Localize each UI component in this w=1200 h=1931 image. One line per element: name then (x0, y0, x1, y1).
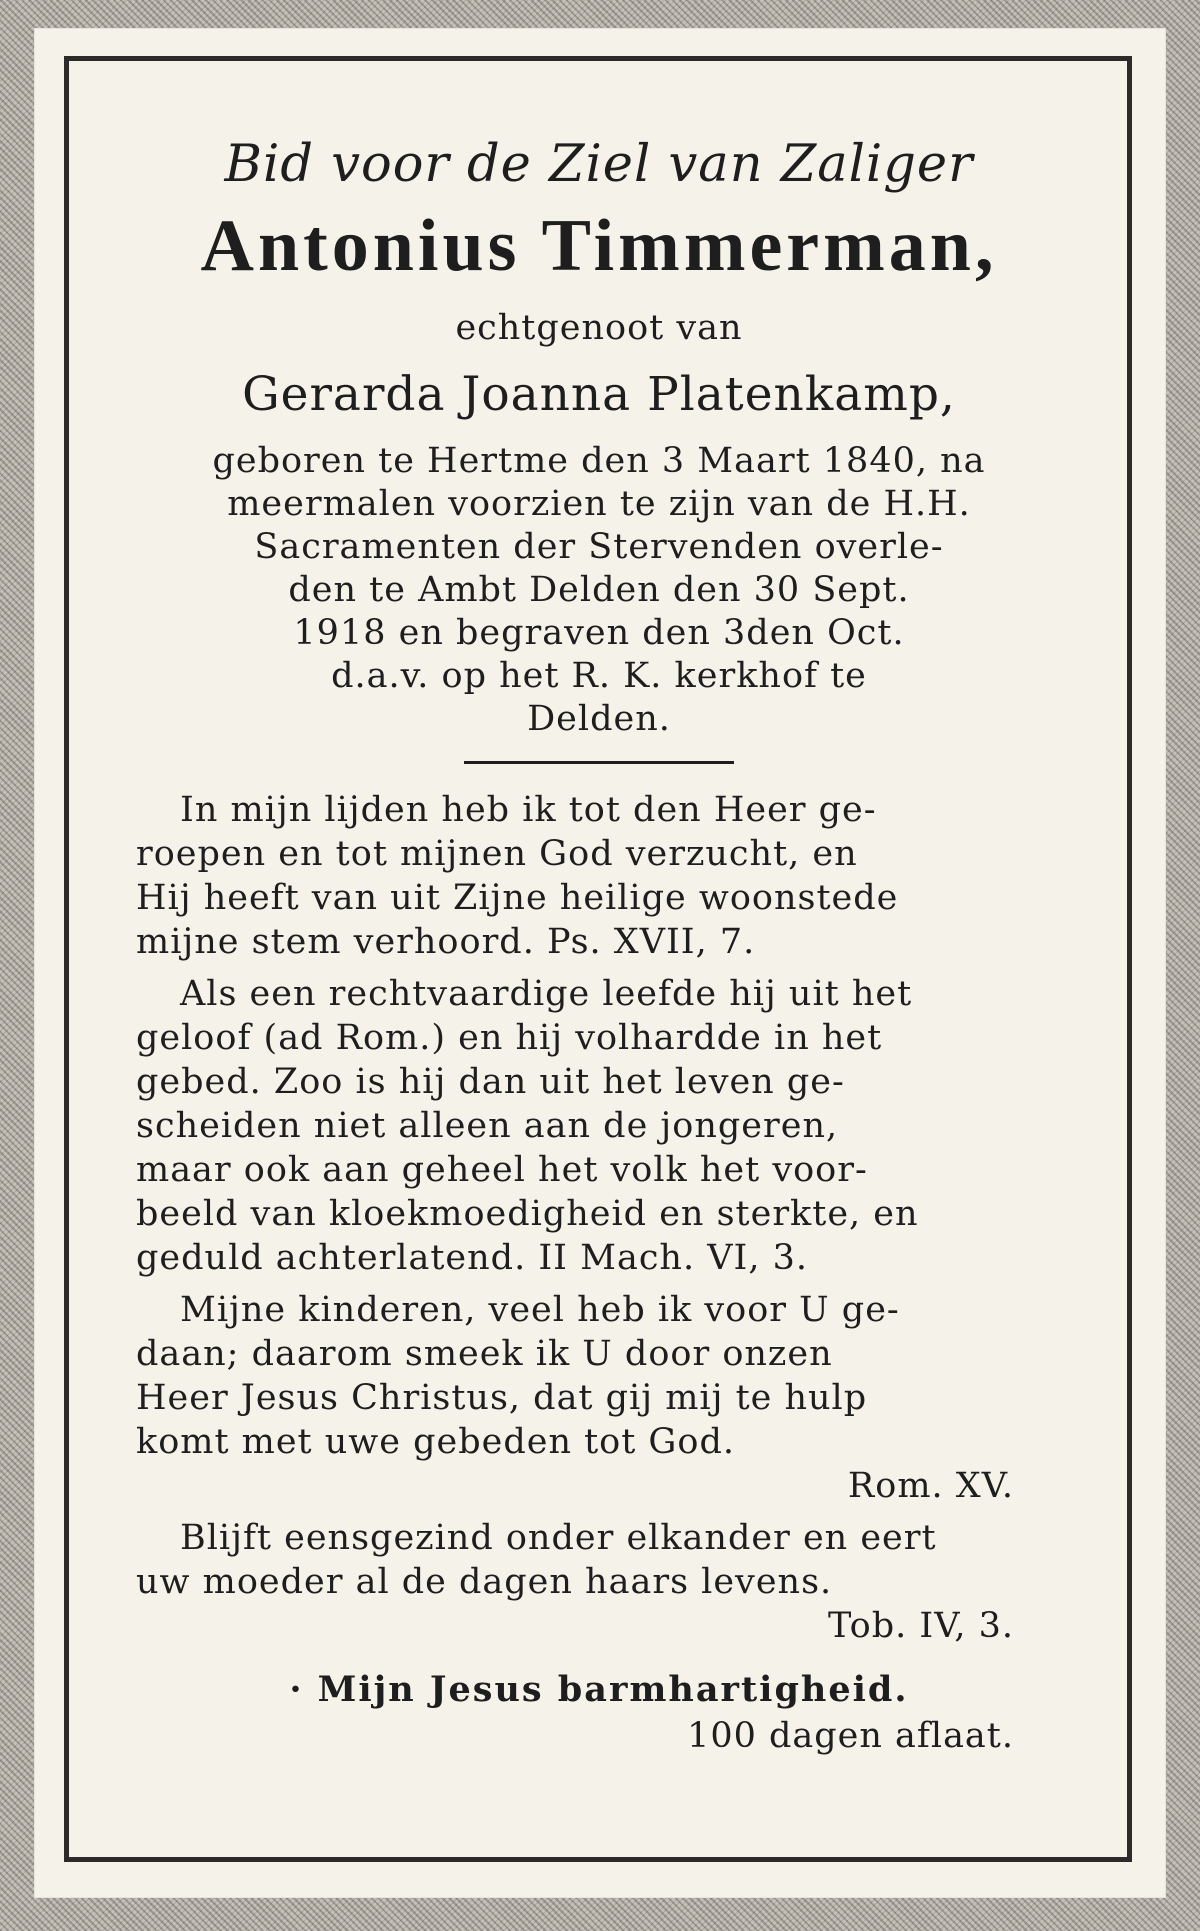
indulgence-note: 100 dagen aflaat. (687, 1716, 1014, 1756)
scripture-line: geloof (ad Rom.) en hij volhardde in het (136, 1018, 883, 1058)
scripture-line: roepen en tot mijnen God verzucht, en (136, 834, 858, 874)
scripture-passages (136, 788, 1062, 1648)
bullet-dot: · (289, 1669, 304, 1710)
scripture-line: scheiden niet alleen aan de jongeren, (136, 1106, 839, 1146)
scripture-line: Hij heeft van uit Zijne heilige woonstede (136, 878, 899, 918)
deceased-name: Antonius Timmerman, (200, 205, 998, 287)
biography-line: Delden. (527, 699, 671, 739)
scripture-line: Blijft eensgezind onder elkander en eert (180, 1518, 937, 1558)
scripture-citation: Rom. XV. (847, 1466, 1014, 1506)
invocation-heading: Bid voor de Ziel van Zaliger (224, 135, 974, 194)
scripture-line: mijne stem verhoord. Ps. XVII, 7. (136, 922, 756, 962)
prayer-text: Mijn Jesus barmhartigheid. (317, 1669, 909, 1710)
memorial-card (34, 28, 1166, 1898)
scripture-line: komt met uwe gebeden tot God. (136, 1422, 735, 1462)
scripture-line: uw moeder al de dagen haars levens. (136, 1562, 833, 1602)
biography-line: den te Ambt Delden den 30 Sept. (288, 570, 910, 610)
scripture-line: gebed. Zoo is hij dan uit het leven ge- (136, 1062, 845, 1102)
biography-line: 1918 en begraven den 3den Oct. (293, 613, 905, 653)
scripture-citation: Tob. IV, 3. (828, 1606, 1014, 1646)
biography-line: d.a.v. op het R. K. kerkhof te (331, 656, 867, 696)
scripture-line: In mijn lijden heb ik tot den Heer ge- (180, 790, 877, 830)
scripture-line: maar ook aan geheel het volk het voor- (136, 1150, 868, 1190)
biography-line: Sacramenten der Stervenden overle- (254, 527, 944, 567)
scripture-line: geduld achterlatend. II Mach. VI, 3. (136, 1238, 808, 1278)
biography-line: geboren te Hertme den 3 Maart 1840, na (212, 441, 986, 481)
biography (136, 440, 1062, 741)
scripture-line: Mijne kinderen, veel heb ik voor U ge- (180, 1290, 900, 1330)
scripture-line: beeld van kloekmoedigheid en sterkte, en (136, 1194, 919, 1234)
section-divider (464, 761, 734, 764)
spouse-prefix: echtgenoot van (455, 308, 743, 348)
closing-prayer (136, 1668, 1062, 1758)
biography-line: meermalen voorzien te zijn van de H.H. (227, 484, 971, 524)
prayer-title (136, 1668, 1062, 1712)
card-content (136, 134, 1062, 1758)
scripture-line: Heer Jesus Christus, dat gij mij te hulp (136, 1378, 868, 1418)
spouse-name: Gerarda Joanna Platenkamp, (242, 367, 956, 422)
scripture-line: Als een rechtvaardige leefde hij uit het (180, 974, 913, 1014)
scripture-line: daan; daarom smeek ik U door onzen (136, 1334, 833, 1374)
